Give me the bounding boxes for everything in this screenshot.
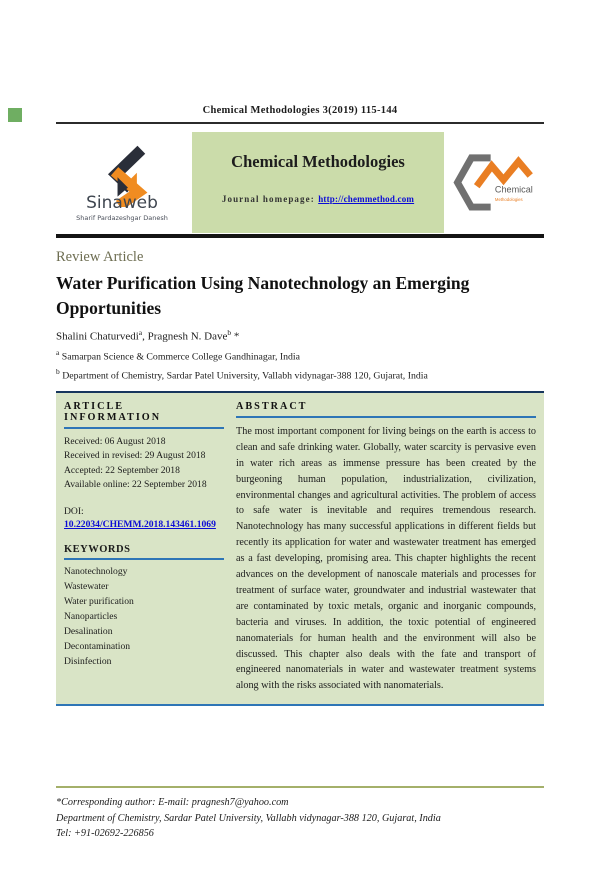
keyword-item: Decontamination (64, 640, 131, 652)
keyword-item: Nanoparticles (64, 611, 118, 623)
author-1: Shalini Chaturvedi (56, 330, 139, 343)
article-information-column (64, 401, 236, 694)
chemmethod-logo-icon (450, 152, 542, 214)
chemmethod-logo (448, 132, 544, 233)
sinaweb-logo-tagline: Sharif Pardazeshgar Danesh (76, 214, 168, 222)
keyword-item: Nanotechnology (64, 566, 128, 578)
chemmethod-logo-text1: Chemical (494, 184, 533, 195)
affiliation-a (56, 348, 544, 362)
article-information-heading: ARTICLE INFORMATION (64, 401, 224, 429)
author-2: Pragnesh N. Dave (147, 330, 228, 343)
keywords-heading: KEYWORDS (64, 544, 224, 560)
sinaweb-logo-name: Sinaweb (86, 193, 158, 213)
date-available-online: Available online: 22 September 2018 (64, 479, 207, 491)
article-title: Water Purification Using Nanotechnology an Emerging Opportunities (56, 273, 470, 318)
corresponding-address-line: Department of Chemistry, Sardar Patel University, Vallabh vidynagar-388 120, Gujarat, India (56, 812, 441, 824)
keyword-item: Disinfection (64, 655, 112, 667)
doi-link[interactable]: 10.22034/CHEMM.2018.143461.1069 (64, 519, 216, 531)
corner-color-square (8, 108, 22, 122)
abstract-column (236, 401, 536, 694)
journal-reference: Chemical Methodologies 3(2019) 115-144 (202, 105, 398, 116)
page (0, 100, 600, 841)
article-info-panel (56, 391, 544, 706)
affiliation-b (56, 367, 544, 381)
footer-note (56, 795, 544, 841)
author-1-affil-mark: a (138, 327, 143, 337)
date-accepted: Accepted: 22 September 2018 (64, 464, 180, 476)
affiliation-a-mark: a (56, 348, 60, 358)
affiliation-a-text: Samarpan Science & Commerce College Gandhinagar, India (59, 351, 300, 363)
authors-line (56, 328, 544, 343)
abstract-heading: ABSTRACT (236, 401, 536, 418)
footer-divider (56, 786, 544, 788)
affiliation-b-mark: b (56, 366, 60, 376)
keyword-item: Wastewater (64, 581, 109, 593)
journal-homepage-line (222, 194, 414, 204)
date-revised: Received in revised: 29 August 2018 (64, 450, 206, 462)
corresponding-author-mark: * (231, 330, 240, 343)
journal-homepage-label: Journal homepage: (221, 194, 315, 204)
affiliation-b-text: Department of Chemistry, Sardar Patel University, Vallabh vidynagar-388 120, Gujarat, India (59, 369, 428, 381)
doi-block (64, 506, 224, 530)
doi-label: DOI: (64, 506, 84, 518)
sinaweb-logo (56, 132, 188, 233)
author-2-affil-mark: b (227, 327, 232, 337)
article-type-label: Review Article (56, 249, 144, 265)
abstract-text: The most important component for living beings on the earth is access to clean and safe drinking water. Globally, water scarcity is pervasive even in water rich areas as immense pressure has been created by the burgeoning human population, industrialization, civilization, environmental changes and agricultural activities. The problem of access to safe water is inevitable and requires tremendous research. Nanotechnology has many successful applications in different fields but recently its application for water and wastewater treatment has emerged as a fast developing, promising area. This chapter highlights the recent advances on the development of nanoscale materials and processes for treatment of surface water, groundwater and industrial wastewater that are contaminated by toxic metals, organic and inorganic compounds, bacteria and viruses. In addition, the toxic potential of engineered nanomaterials for human health and the environment will also be discussed. This chapter also deals with the fate and transport of engineered nanomaterials in water and wastewater treatment systems along with the risks associated with nanomaterials. (236, 425, 536, 692)
corresponding-tel-line: Tel: +91-02692-226856 (56, 827, 154, 839)
keyword-item: Desalination (64, 625, 113, 637)
journal-banner (56, 132, 544, 233)
journal-homepage-link[interactable]: http://chemmethod.com (318, 194, 415, 204)
corresponding-author-line: *Corresponding author: E-mail: pragnesh7@yahoo.com (56, 797, 289, 809)
banner-divider-bar (56, 234, 544, 238)
journal-reference-header (56, 100, 544, 124)
journal-banner-box (192, 132, 444, 233)
journal-title: Chemical Methodologies (231, 152, 405, 171)
date-received: Received: 06 August 2018 (64, 435, 166, 447)
keyword-item: Water purification (64, 596, 134, 608)
author-separator: , (142, 330, 148, 343)
chemmethod-logo-text2: Methodologies (494, 196, 523, 202)
